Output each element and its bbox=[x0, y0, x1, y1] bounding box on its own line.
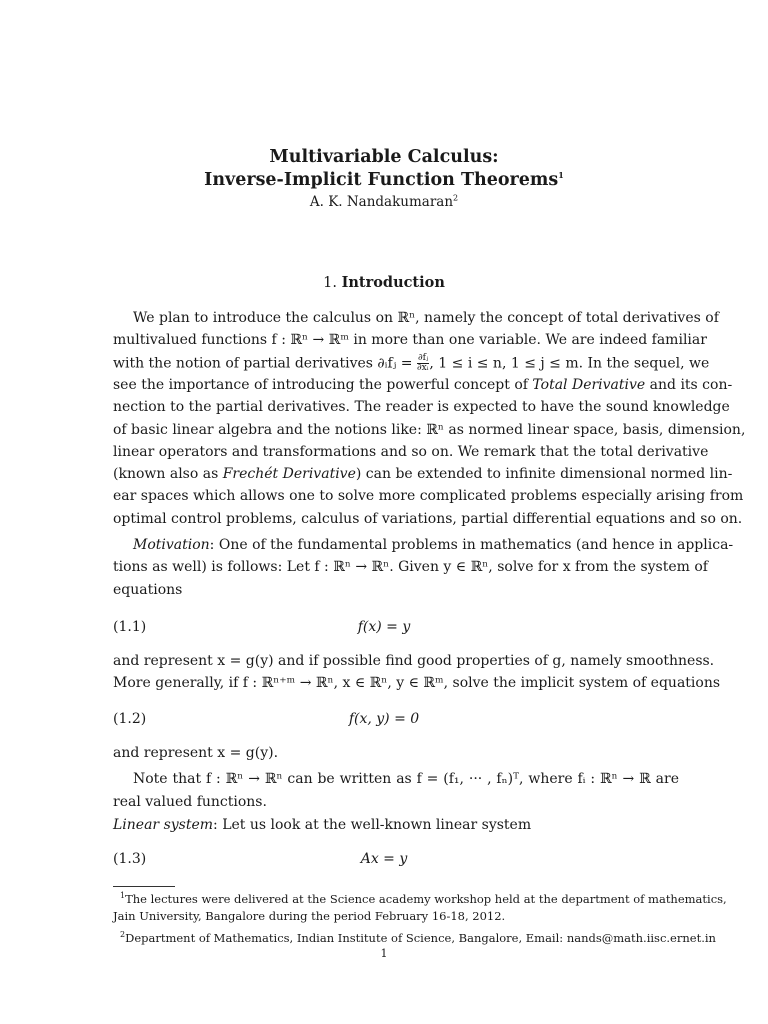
intro-line-6: of basic linear algebra and the notions like: ℝⁿ as normed linear space, basis, dimension, bbox=[113, 422, 746, 438]
footnote-1-text: The lectures were delivered at the Science academy workshop held at the department of mathematics, bbox=[125, 892, 727, 906]
total-derivative-term: Total Derivative bbox=[532, 377, 646, 393]
intro-line-4 bbox=[113, 377, 733, 393]
author-name: A. K. Nandakumaran bbox=[309, 194, 454, 210]
partial-fraction bbox=[417, 354, 429, 373]
intro-line-4b: and its con- bbox=[649, 377, 733, 393]
section-heading bbox=[0, 274, 768, 291]
intro-line-5: nection to the partial derivatives. The reader is expected to have the sound knowledge bbox=[113, 399, 730, 415]
title-footnote-mark: 1 bbox=[558, 170, 564, 181]
footnote-1-line-2: Jain University, Bangalore during the period February 16-18, 2012. bbox=[113, 909, 506, 923]
intro-line-1: We plan to introduce the calculus on ℝⁿ, namely the concept of total derivatives of bbox=[133, 310, 719, 326]
motivation-line-1-text: : One of the fundamental problems in mathematics (and hence in applica- bbox=[209, 537, 734, 553]
equation-3-number: (1.3) bbox=[113, 851, 147, 867]
intro-line-8 bbox=[113, 466, 733, 482]
intro-line-2: multivalued functions f : ℝⁿ → ℝᵐ in more than one variable. We are indeed familiar bbox=[113, 332, 707, 348]
equation-2-number: (1.2) bbox=[113, 711, 147, 727]
after-eq2-line-3: real valued functions. bbox=[113, 794, 267, 810]
intro-line-3 bbox=[113, 353, 710, 373]
author-footnote-mark: 2 bbox=[453, 193, 459, 203]
title-line-1: Multivariable Calculus: bbox=[269, 147, 499, 167]
footnote-2-text: Department of Mathematics, Indian Institute of Science, Bangalore, Email: nands@math.iisc.ernet.in bbox=[125, 931, 716, 945]
intro-line-9: ear spaces which allows one to solve more complicated problems especially arising from bbox=[113, 488, 744, 504]
intro-line-3b: , 1 ≤ i ≤ n, 1 ≤ j ≤ m. In the sequel, we bbox=[429, 355, 710, 372]
intro-line-3a: with the notion of partial derivatives ∂ᵢfⱼ = bbox=[113, 355, 413, 372]
page-number: 1 bbox=[380, 947, 388, 960]
frechet-term: Frechét Derivative bbox=[222, 466, 356, 482]
footnote-1-line-1 bbox=[120, 891, 727, 906]
equation-2 bbox=[0, 711, 768, 727]
equation-3-expr: Ax = y bbox=[360, 851, 408, 867]
after-eq1-line-2: More generally, if f : ℝⁿ⁺ᵐ → ℝⁿ, x ∈ ℝⁿ, y ∈ ℝᵐ, solve the implicit system of equations bbox=[113, 675, 721, 691]
section-number: 1. bbox=[323, 275, 337, 291]
intro-line-8b: ) can be extended to infinite dimensional normed lin- bbox=[355, 466, 733, 482]
author bbox=[0, 194, 768, 210]
footnote-2-mark: 2 bbox=[120, 930, 126, 940]
after-eq2-line-2: Note that f : ℝⁿ → ℝⁿ can be written as f = (f₁, ··· , fₙ)ᵀ, where fᵢ : ℝⁿ → ℝ are bbox=[133, 771, 679, 787]
title-line-2 bbox=[0, 170, 768, 190]
equation-2-expr: f(x, y) = 0 bbox=[348, 711, 420, 727]
fraction-numerator: ∂fⱼ bbox=[418, 353, 429, 363]
after-eq2-line-4 bbox=[113, 817, 679, 833]
equation-1-expr: f(x) = y bbox=[357, 619, 411, 635]
motivation-line-1 bbox=[133, 537, 734, 553]
fraction-denominator: ∂xᵢ bbox=[417, 363, 429, 373]
section-title: Introduction bbox=[341, 274, 445, 291]
motivation-term: Motivation bbox=[133, 537, 210, 553]
footnote-1-mark: 1 bbox=[120, 891, 126, 901]
title-line-2-text: Inverse-Implicit Function Theorems bbox=[204, 170, 559, 190]
equation-3 bbox=[0, 851, 768, 867]
equation-1 bbox=[0, 619, 768, 635]
intro-line-10: optimal control problems, calculus of variations, partial differential equations and so on. bbox=[113, 511, 743, 527]
motivation-line-3: equations bbox=[113, 582, 183, 598]
intro-line-8a: (known also as bbox=[113, 466, 219, 482]
intro-line-7: linear operators and transformations and so on. We remark that the total derivative bbox=[113, 444, 709, 460]
footnote-2-line-1 bbox=[120, 930, 716, 945]
footnote-rule bbox=[113, 886, 175, 887]
linear-system-term: Linear system bbox=[113, 817, 214, 833]
after-eq1-line-1: and represent x = g(y) and if possible find good properties of g, namely smoothness. bbox=[113, 653, 715, 669]
intro-line-4a: see the importance of introducing the powerful concept of bbox=[113, 377, 528, 393]
equation-1-number: (1.1) bbox=[113, 619, 147, 635]
after-eq2-line-4-text: : Let us look at the well-known linear system bbox=[213, 817, 532, 833]
after-eq2-line-1: and represent x = g(y). bbox=[113, 745, 279, 761]
motivation-line-2: tions as well) is follows: Let f : ℝⁿ → ℝⁿ. Given y ∈ ℝⁿ, solve for x from the system of bbox=[113, 559, 708, 575]
